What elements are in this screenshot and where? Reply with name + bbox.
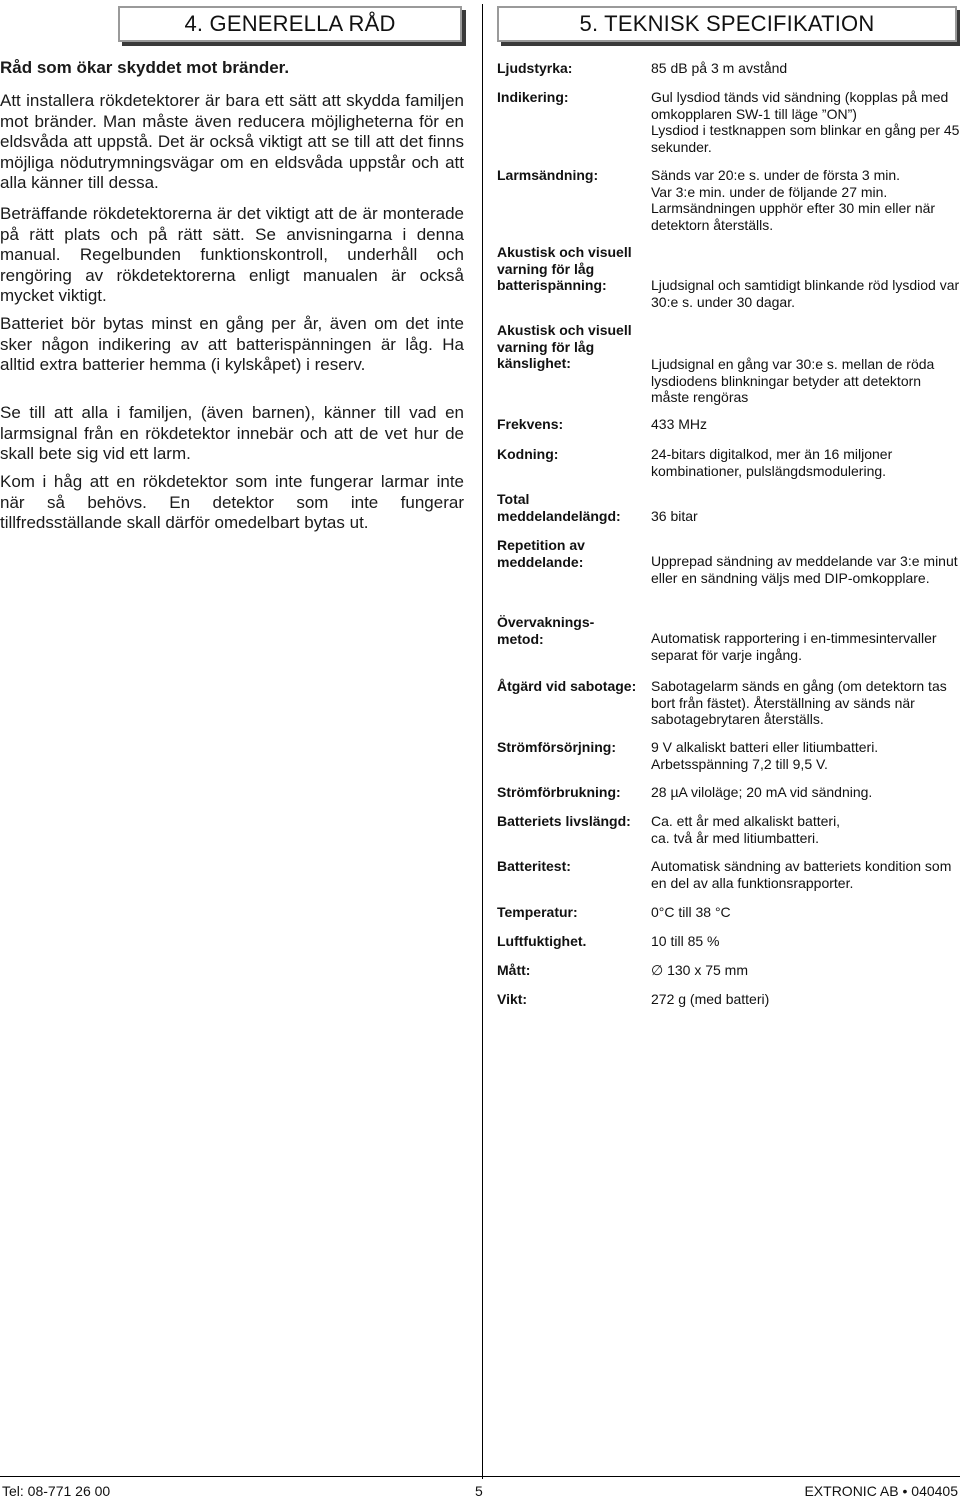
spec-label: Batteriets livslängd:: [497, 813, 631, 829]
spec-value: Sänds var 20:e s. under de första 3 min. Var 3:e min. under de följande 27 min. Larmsändningen upphör efter 30 min eller när detektorn återställs.: [651, 167, 936, 233]
spec-value: 85 dB på 3 m avstånd: [651, 60, 788, 76]
page-number: 5: [475, 1483, 483, 1499]
spec-label: Akustisk och visuell varning för låg batterispänning:: [497, 244, 632, 293]
spec-label: Övervaknings- metod:: [497, 614, 595, 647]
spec-value: ∅ 130 x 75 mm: [651, 962, 749, 978]
spec-value: 24-bitars digitalkod, mer än 16 miljoner kombinationer, pulslängdsmodulering.: [651, 446, 893, 479]
footer-rule: [0, 1476, 960, 1477]
section-heading-box: [118, 6, 462, 42]
spec-label: Ljudstyrka:: [497, 60, 573, 76]
spec-value: Automatisk rapportering i en-timmesintervaller separat för varje ingång.: [651, 630, 937, 663]
paragraph: Att installera rökdetektorer är bara ett sätt att skydda familjen mot bränder. Man måste även reducera möjligheterna för en eldsvåda att uppstå. Det är också viktigt att se till att det finns möjliga nödutrymningsvägar om en eldsvåda uppstår och att alla känner till dessa.: [0, 91, 464, 192]
subheading: Råd som ökar skyddet mot bränder.: [0, 58, 290, 77]
spec-value: Upprepad sändning av meddelande var 3:e minut eller en sändning väljs med DIP-omkopplare.: [651, 553, 958, 586]
spec-label: Strömförbrukning:: [497, 784, 621, 800]
spec-label: Larmsändning:: [497, 167, 599, 183]
spec-label: Luftfuktighet.: [497, 933, 587, 949]
column-divider: [482, 4, 483, 1479]
paragraph: Kom i håg att en rökdetektor som inte fungerar larmar inte när så behövs. En detektor som inte fungerar tillfredsställande skall därför omedelbart bytas ut.: [0, 472, 464, 532]
spec-value: 28 µA viloläge; 20 mA vid sändning.: [651, 784, 873, 800]
spec-value: 10 till 85 %: [651, 933, 720, 949]
spec-label: Strömförsörjning:: [497, 739, 616, 755]
footer-company: EXTRONIC AB • 040405: [804, 1483, 958, 1499]
spec-value: Gul lysdiod tänds vid sändning (kopplas på med omkopplaren SW-1 till läge ”ON”) Lysdiod i testknappen som blinkar en gång per 45 sekunder.: [651, 89, 960, 155]
footer-phone: Tel: 08-771 26 00: [2, 1483, 111, 1499]
spec-label: Frekvens:: [497, 416, 564, 432]
paragraph: Se till att alla i familjen, (även barnen), känner till vad en larmsignal från en rökdetektor innebär och att de vet hur de skall bete sig vid ett larm.: [0, 403, 464, 463]
spec-value: 433 MHz: [651, 416, 708, 432]
section-heading: 4. GENERELLA RÅD: [184, 11, 396, 36]
spec-label: Indikering:: [497, 89, 569, 105]
paragraph: Beträffande rökdetektorerna är det viktigt att de är monterade på rätt plats och på rätt sätt. Se anvisningarna i denna manual. Regelbunden funktionskontroll, underhåll och rengöring av rökdetektorerna enligt manualen är också mycket viktigt.: [0, 204, 464, 305]
spec-value: Ca. ett år med alkaliskt batteri, ca. två år med litiumbatteri.: [651, 813, 841, 846]
spec-label: Akustisk och visuell varning för låg känslighet:: [497, 322, 632, 371]
spec-value: Sabotagelarm sänds en gång (om detektorn tas bort från fästet). Återställning av sänds när sabotagebrytaren återställs.: [651, 678, 947, 727]
spec-value: Ljudsignal en gång var 30:e s. mellan de röda lysdiodens blinkningar betyder att detektorn måste rengöras: [651, 356, 935, 405]
spec-value: 9 V alkaliskt batteri eller litiumbatteri. Arbetsspänning 7,2 till 9,5 V.: [651, 739, 879, 772]
spec-value: 36 bitar: [651, 508, 698, 524]
technical-spec-column: [497, 0, 960, 1007]
spec-value: Ljudsignal och samtidigt blinkande röd lysdiod var 30:e s. under 30 dagar.: [651, 277, 960, 310]
spec-label: Åtgärd vid sabotage:: [497, 678, 637, 694]
spec-label: Vikt:: [497, 991, 528, 1007]
spec-label: Batteritest:: [497, 858, 571, 874]
spec-label: Kodning:: [497, 446, 559, 462]
section-heading: 5. TEKNISK SPECIFIKATION: [579, 11, 875, 36]
spec-value: Automatisk sändning av batteriets kondition som en del av alla funktionsrapporter.: [651, 858, 952, 891]
paragraph: Batteriet bör bytas minst en gång per år, även om det inte sker någon indikering av att batterispänningen är låg. Ha alltid extra batterier hemma (i kylskåpet) i reserv.: [0, 314, 464, 374]
spec-value: 272 g (med batteri): [651, 991, 770, 1007]
section-heading-box: [497, 6, 957, 42]
general-advice-column: [0, 0, 466, 532]
spec-label: Mått:: [497, 962, 531, 978]
spec-label: Repetition av meddelande:: [497, 537, 585, 570]
spec-label: Temperatur:: [497, 904, 578, 920]
spec-value: 0°C till 38 °C: [651, 904, 731, 920]
spec-label: Total meddelandelängd:: [497, 491, 621, 524]
